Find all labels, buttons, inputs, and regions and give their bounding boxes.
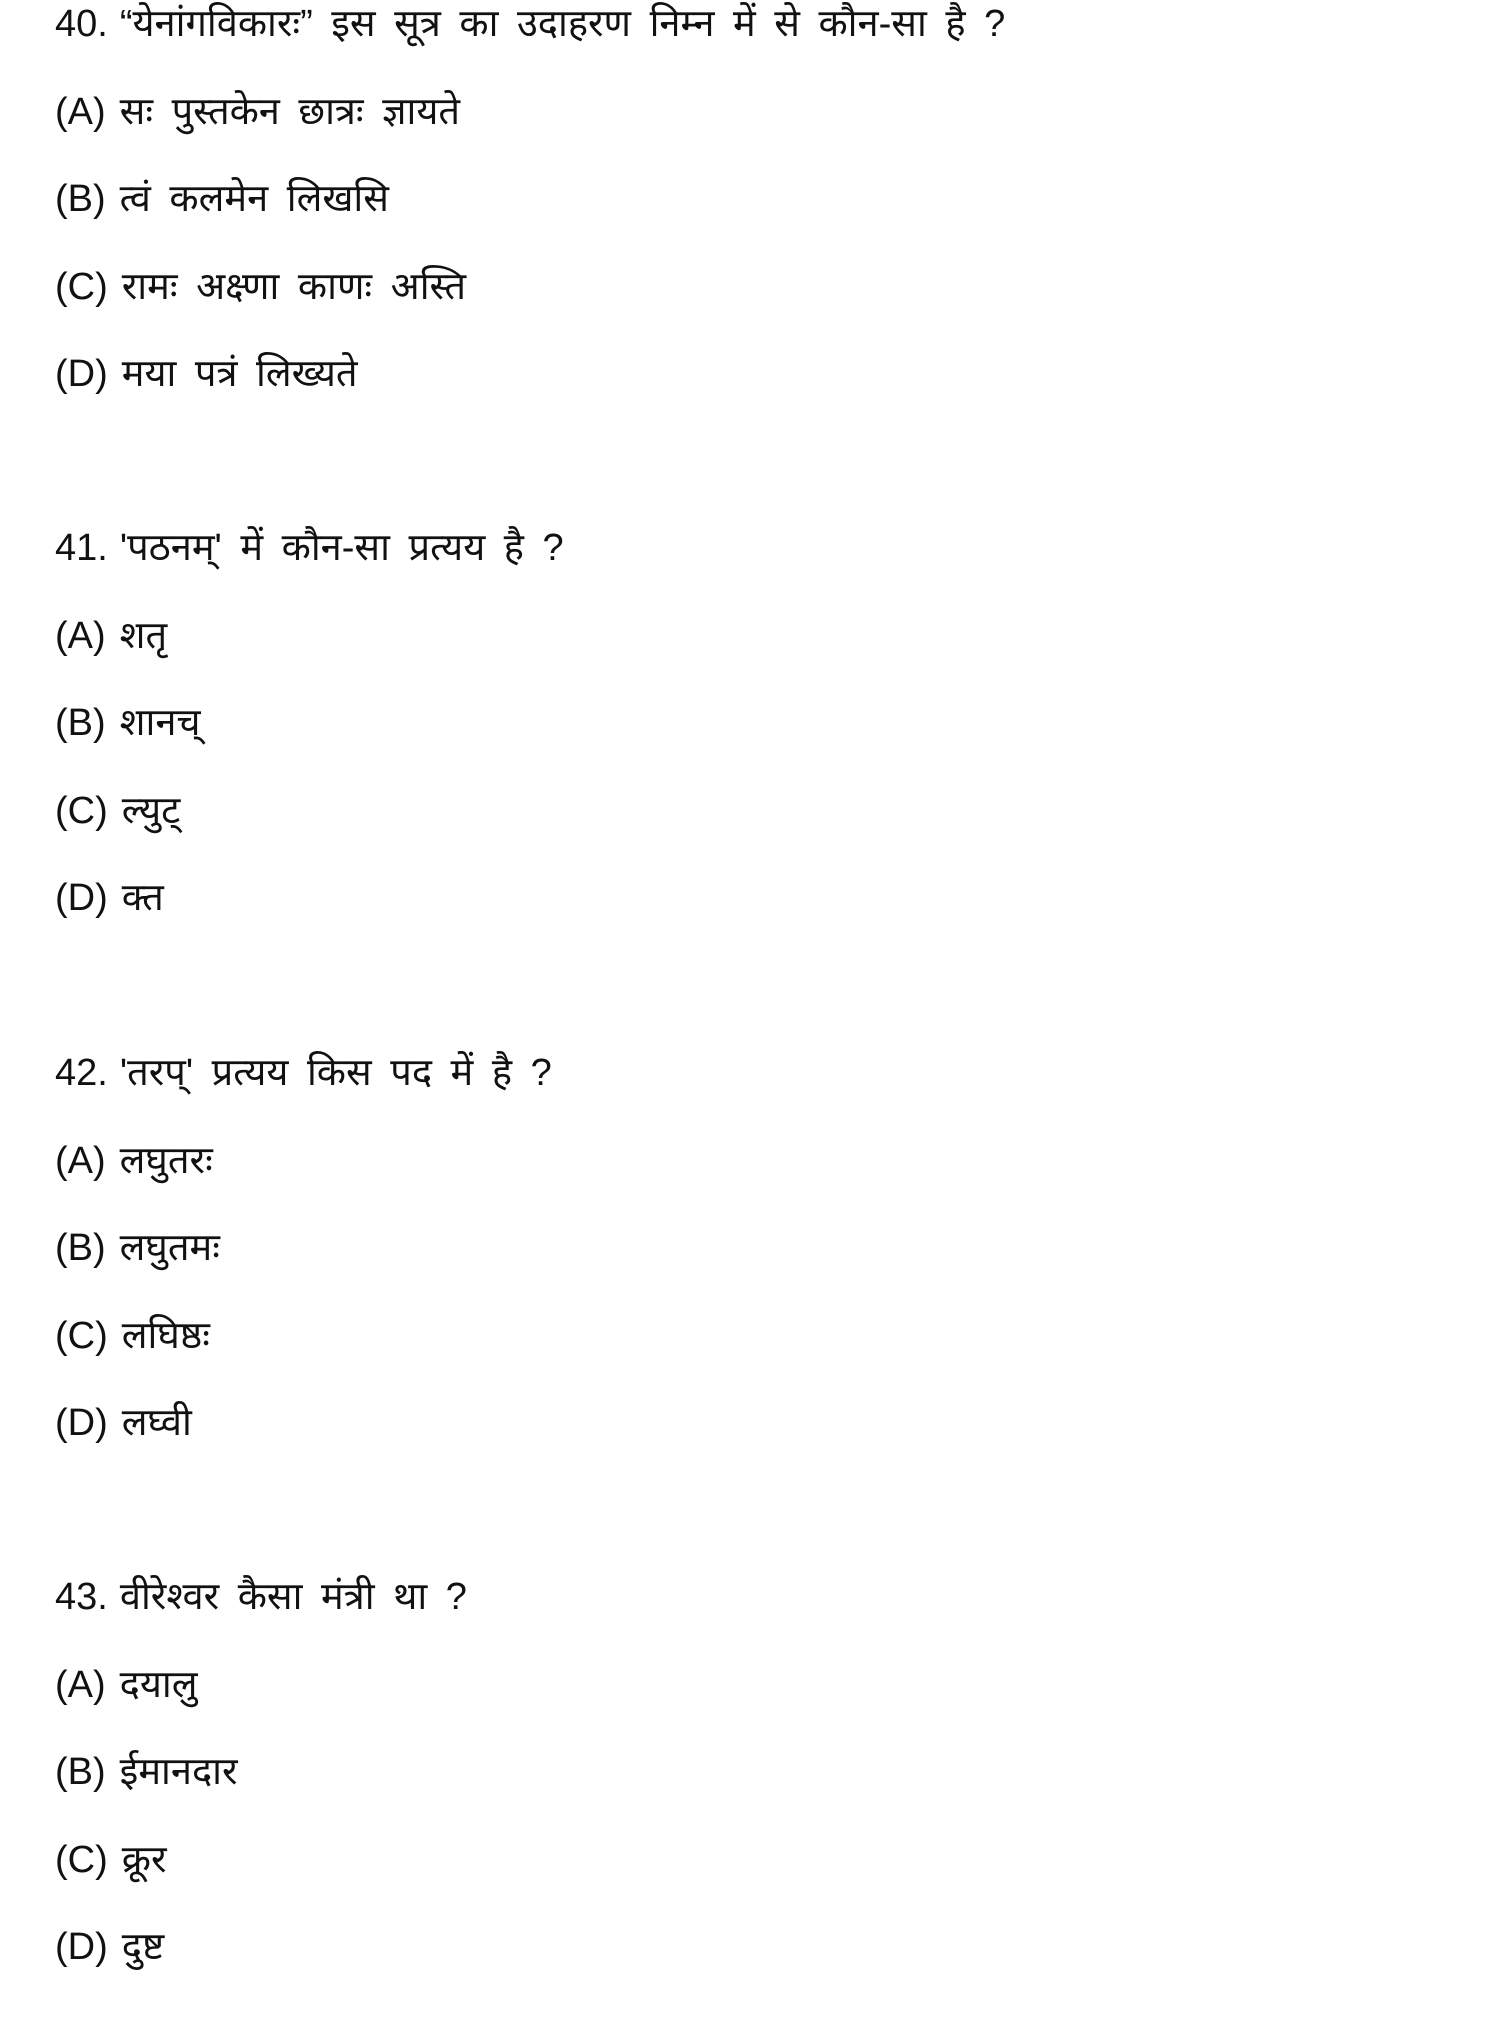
option-label: (A) xyxy=(55,615,106,657)
option-b xyxy=(55,1748,238,1796)
option-c xyxy=(55,263,466,311)
option-text: शानच् xyxy=(119,702,201,744)
option-text: शतृ xyxy=(119,615,168,657)
option-a xyxy=(55,88,460,136)
option-label: (B) xyxy=(55,702,106,744)
option-c xyxy=(55,1836,167,1884)
option-label: (D) xyxy=(55,877,108,919)
option-a xyxy=(55,1137,213,1185)
option-b xyxy=(55,699,201,747)
option-d xyxy=(55,874,164,922)
option-text: दयालु xyxy=(119,1664,198,1706)
option-d xyxy=(55,1923,164,1971)
option-label: (A) xyxy=(55,91,106,133)
option-text: दुष्ट xyxy=(121,1926,165,1968)
question-number: 41. xyxy=(55,527,108,569)
option-label: (C) xyxy=(55,266,108,308)
question-40 xyxy=(55,0,1005,48)
option-text: ईमानदार xyxy=(119,1751,238,1793)
question-43 xyxy=(55,1573,467,1621)
option-text: लघ्वी xyxy=(121,1402,192,1444)
option-label: (B) xyxy=(55,1751,106,1793)
option-text: क्त xyxy=(121,877,164,919)
option-b xyxy=(55,1224,220,1272)
option-label: (D) xyxy=(55,1926,108,1968)
question-text: वीरेश्वर कैसा मंत्री था ? xyxy=(119,1576,467,1618)
question-42 xyxy=(55,1049,552,1097)
option-label: (B) xyxy=(55,1227,106,1269)
question-text: 'पठनम्' में कौन-सा प्रत्यय है ? xyxy=(119,527,564,569)
option-a xyxy=(55,612,167,660)
option-text: लघिष्ठः xyxy=(121,1315,210,1357)
option-a xyxy=(55,1661,197,1709)
option-label: (C) xyxy=(55,1839,108,1881)
option-c xyxy=(55,1312,210,1360)
option-label: (B) xyxy=(55,178,106,220)
option-b xyxy=(55,175,389,223)
option-text: लघुतरः xyxy=(119,1140,213,1182)
question-text: 'तरप्' प्रत्यय किस पद में है ? xyxy=(119,1052,552,1094)
question-text: “येनांगविकारः” इस सूत्र का उदाहरण निम्न में से कौन-सा है ? xyxy=(119,3,1006,45)
option-text: ल्युट् xyxy=(121,790,181,832)
question-number: 43. xyxy=(55,1576,108,1618)
question-number: 42. xyxy=(55,1052,108,1094)
option-d xyxy=(55,350,358,398)
option-text: क्रूर xyxy=(121,1839,167,1881)
option-text: मया पत्रं लिख्यते xyxy=(121,353,358,395)
option-label: (A) xyxy=(55,1140,106,1182)
option-label: (D) xyxy=(55,1402,108,1444)
option-text: त्वं कलमेन लिखसि xyxy=(119,178,389,220)
question-number: 40. xyxy=(55,3,108,45)
question-41 xyxy=(55,524,564,572)
option-label: (A) xyxy=(55,1664,106,1706)
option-c xyxy=(55,787,180,835)
option-text: रामः अक्ष्णा काणः अस्ति xyxy=(121,266,466,308)
option-label: (D) xyxy=(55,353,108,395)
option-label: (C) xyxy=(55,1315,108,1357)
option-text: सः पुस्तकेन छात्रः ज्ञायते xyxy=(119,91,461,133)
option-d xyxy=(55,1399,192,1447)
option-text: लघुतमः xyxy=(119,1227,220,1269)
option-label: (C) xyxy=(55,790,108,832)
